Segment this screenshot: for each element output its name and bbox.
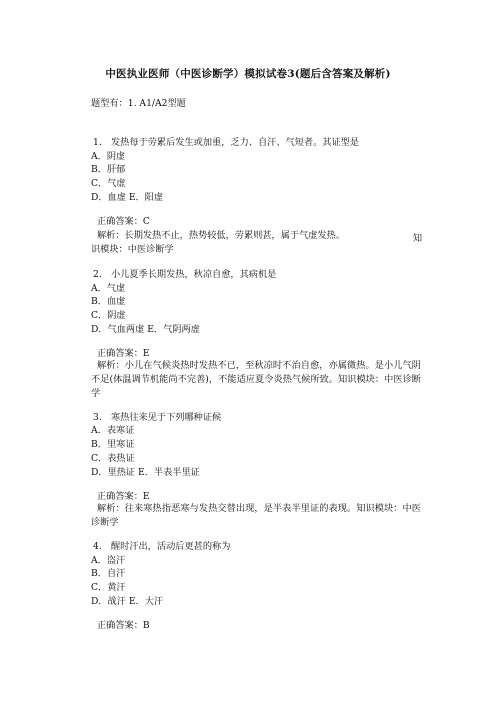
question-1-knowledge: 识模块：中医诊断学 [91, 244, 174, 255]
question-1-option-c: C．气虚 [91, 178, 126, 189]
question-4-option-c: C．黄汗 [91, 582, 126, 593]
question-2-answer: 正确答案：E [97, 348, 150, 359]
question-1-analysis: 解析：长期发热不止，热势较低，劳累则甚，属于气虚发热。 [97, 230, 346, 241]
question-2-option-a: A．气虚 [91, 283, 126, 294]
document-title: 中医执业医师（中医诊断学）模拟试卷3(题后含答案及解析) [105, 68, 391, 80]
question-4-answer: 正确答案：B [97, 620, 150, 631]
question-4-option-de: D．战汗 E．大汗 [91, 596, 164, 607]
question-4-option-b: B．自汗 [91, 568, 126, 579]
question-3-option-de: D．里热证 E．半表半里证 [91, 467, 200, 478]
question-1-option-de: D．血虚 E．阳虚 [91, 192, 164, 203]
question-4-option-a: A．盗汗 [91, 555, 126, 566]
question-1-option-a: A．阴虚 [91, 151, 126, 162]
question-1-stem: 1. 发热每于劳累后发生或加重，乏力、自汗、气短者。其证型是 [93, 137, 360, 148]
question-2-analysis: 解析：小儿在气候炎热时发热不已，至秋凉时不治自愈，亦属微热。是小儿气阴不足(体温调节机能尚不完善)，不能适应夏令炎热气候所致。知识模块：中医诊断学 [91, 360, 421, 399]
question-1-knowledge-tail: 知 [412, 233, 422, 244]
question-2-option-c: C．阴虚 [91, 310, 126, 321]
question-2-option-b: B．血虚 [91, 296, 126, 307]
question-3-option-c: C．表热证 [91, 453, 135, 464]
question-type: 题型有：1. A1/A2型题 [91, 98, 186, 109]
question-1-answer: 正确答案：C [97, 216, 150, 227]
question-3-analysis: 解析：往来寒热指恶寒与发热交替出现，是半表半里证的表现。知识模块：中医诊断学 [91, 503, 421, 528]
question-4-stem: 4. 醒时汗出，活动后更甚的称为 [93, 541, 231, 552]
question-3-option-b: B．里寒证 [91, 439, 135, 450]
question-3-answer: 正确答案：E [97, 491, 150, 502]
question-3-option-a: A．表寒证 [91, 425, 135, 436]
question-2-option-de: D．气血两虚 E．气阴两虚 [91, 324, 200, 335]
question-1-option-b: B．肝郁 [91, 164, 126, 175]
question-2-stem: 2. 小儿夏季长期发热，秋凉自愈，其病机是 [93, 269, 277, 280]
question-3-stem: 3. 寒热往来见于下列哪种证候 [93, 412, 222, 423]
